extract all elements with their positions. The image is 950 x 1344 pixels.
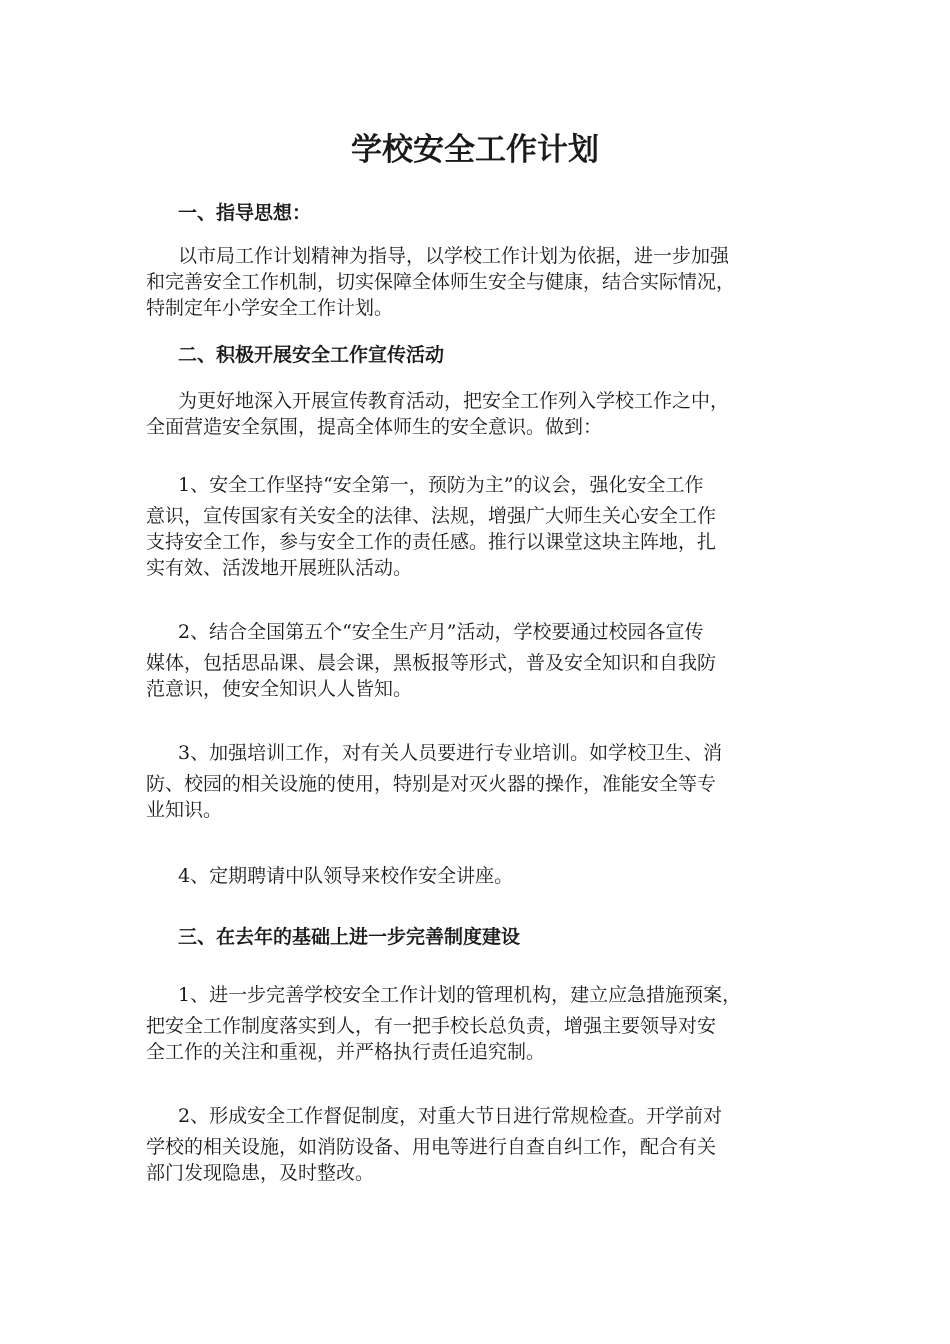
- paragraph-line: 实有效、活泼地开展班队活动。: [146, 557, 413, 579]
- paragraph-line: 以市局工作计划精神为指导，以学校工作计划为依据，进一步加强: [178, 245, 730, 267]
- paragraph-line: 全工作的关注和重视，并严格执行责任追究制。: [146, 1041, 546, 1063]
- list-item-system-2: [146, 1098, 806, 1186]
- paragraph-line: 全面营造安全氛围，提高全体师生的安全意识。做到：: [146, 416, 603, 438]
- paragraph-line: 业知识。: [146, 799, 223, 821]
- paragraph-line: 1、进一步完善学校安全工作计划的管理机构，建立应急措施预案，: [178, 984, 742, 1006]
- document-title: 学校安全工作计划: [351, 132, 599, 168]
- paragraph-line: 2、形成安全工作督促制度，对重大节日进行常规检查。开学前对: [178, 1105, 723, 1127]
- section-heading-3: 三、在去年的基础上进一步完善制度建设: [178, 926, 521, 948]
- paragraph-line: 4、定期聘请中队领导来校作安全讲座。: [178, 865, 514, 887]
- paragraph-line: 3、加强培训工作，对有关人员要进行专业培训。如学校卫生、消: [178, 742, 723, 764]
- list-item-publicity-3: [146, 735, 806, 823]
- paragraph-line: 媒体，包括思品课、晨会课，黑板报等形式，普及安全知识和自我防: [146, 652, 717, 674]
- paragraph-line: 意识，宣传国家有关安全的法律、法规，增强广大师生关心安全工作: [146, 505, 717, 527]
- list-item-publicity-1: [146, 467, 806, 581]
- section-heading-2: 二、积极开展安全工作宣传活动: [178, 344, 445, 366]
- paragraph-line: 学校的相关设施，如消防设备、用电等进行自查自纠工作，配合有关: [146, 1136, 717, 1158]
- list-item-publicity-4: [146, 858, 806, 894]
- paragraph-line: 特制定年小学安全工作计划。: [146, 297, 394, 319]
- list-item-publicity-2: [146, 614, 806, 702]
- paragraph-line: 防、校园的相关设施的使用，特别是对灭火器的操作，准能安全等专: [146, 773, 717, 795]
- paragraph-publicity-intro: [146, 388, 806, 440]
- paragraph-line: 为更好地深入开展宣传教育活动，把安全工作列入学校工作之中，: [178, 390, 730, 412]
- paragraph-line: 1、安全工作坚持“安全第一，预防为主”的议会，强化安全工作: [178, 474, 704, 496]
- paragraph-line: 范意识，使安全知识人人皆知。: [146, 678, 413, 700]
- paragraph-line: 部门发现隐患，及时整改。: [146, 1162, 375, 1184]
- section-heading-1: 一、指导思想：: [178, 202, 312, 224]
- paragraph-line: 和完善安全工作机制，切实保障全体师生安全与健康，结合实际情况，: [146, 271, 736, 293]
- paragraph-line: 把安全工作制度落实到人，有一把手校长总负责，增强主要领导对安: [146, 1015, 717, 1037]
- list-item-system-1: [146, 977, 806, 1065]
- paragraph-line: 支持安全工作，参与安全工作的责任感。推行以课堂这块主阵地，扎: [146, 531, 717, 553]
- paragraph-line: 2、结合全国第五个“安全生产月”活动，学校要通过校园各宣传: [178, 621, 704, 643]
- paragraph-guiding-idea: [146, 243, 806, 321]
